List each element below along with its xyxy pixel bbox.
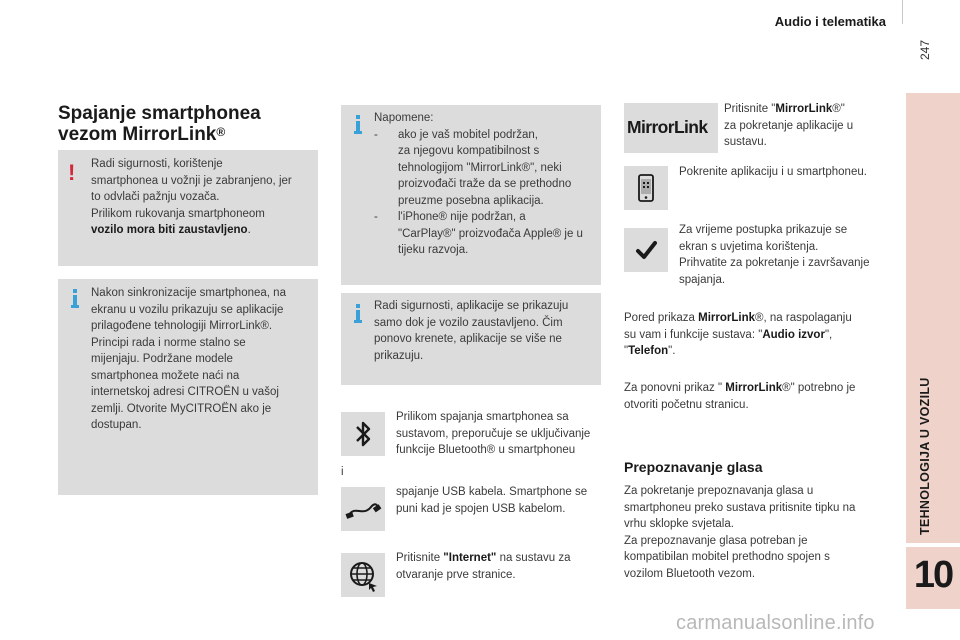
- bluetooth-step-text: Prilikom spajanja smartphonea sa sustavom, preporučuje se uključivanje funkcije Bluetooth® u smartphoneu: [396, 411, 591, 456]
- chapter-number: 10: [913, 554, 953, 596]
- bluetooth-icon-box: [341, 412, 385, 456]
- section-title-line2: vezom MirrorLink: [58, 124, 217, 145]
- internet-step-text: Pritisnite "Internet" na sustavu za otvaranje prve stranice.: [396, 552, 571, 581]
- notes-text: Napomene: - ako je vaš mobitel podržan, za njegovu kompatibilnost s tehnologijom "MirrorLink®", neki proizvođači traže da se prethodno preuzme posebna aplikacija. - l'iPhone® nije podržan, a "CarPlay®" proizvođača Apple® je u tijeku razvoja.: [374, 112, 583, 256]
- header-divider: [902, 0, 903, 24]
- warning-text: Radi sigurnosti, korištenje smartphonea u vožnji je zabranjeno, jer to odvlači pažnju vozača. Prilikom rukovanja smartphoneom vozilo mora biti zaustavljeno.: [91, 158, 292, 236]
- conjunction-text: i: [341, 466, 344, 478]
- section-title-line1: Spajanje smartphonea: [58, 103, 261, 124]
- info-text-safety: Radi sigurnosti, aplikacije se prikazuju samo dok je vozilo zaustavljeno. Čim ponovo krenete, aplikacije se više ne prikazuju.: [374, 300, 569, 362]
- usb-cable-icon-box: [341, 487, 385, 531]
- mirrorlink-logo-box: [624, 103, 718, 153]
- watermark: carmanualsonline.info: [676, 612, 875, 634]
- registered-mark: ®: [216, 125, 226, 139]
- chapter-side-tab: [906, 93, 960, 543]
- redisplay-text: Za ponovni prikaz " MirrorLink®" potrebno je otvoriti početnu stranicu.: [624, 382, 856, 411]
- info-icon: [71, 289, 80, 309]
- usb-cable-icon: [341, 487, 385, 531]
- info-text-mirrorlink: Nakon sinkronizacije smartphonea, na ekranu u vozilu prikazuju se aplikacije prilagođene tehnologiji MirrorLink®. Principi rada i norme stalno se mijenjaju. Podržane modele smartphonea možete naći na internetskoj adresi CITROËN u vašoj zemlji. Otvorite MyCITROËN ako je dostupan.: [91, 287, 286, 431]
- mirrorlink-logo: MirrorLink: [627, 117, 708, 137]
- additional-functions-text: Pored prikaza MirrorLink®, na raspolaganju su vam i funkcije sustava: "Audio izvor", "Telefon".: [624, 312, 852, 357]
- globe-icon: [341, 553, 385, 597]
- voice-recognition-heading: Prepoznavanje glasa: [624, 459, 763, 475]
- phone-step-text: Pokrenite aplikaciju i u smartphoneu.: [679, 166, 867, 178]
- info-icon: [354, 304, 363, 324]
- smartphone-icon-box: [624, 166, 668, 210]
- section-title: [58, 103, 261, 145]
- voice-recognition-text: Za pokretanje prepoznavanja glasa u smartphoneu preko sustava pritisnite tipku na vrhu sklopke svjetala. Za prepoznavanje glasa potreban je kompatibilan mobitel prethodno spojen s vozilom Bluetooth vezom.: [624, 485, 856, 580]
- usb-step-text: spajanje USB kabela. Smartphone se puni kad je spojen USB kabelom.: [396, 486, 588, 515]
- running-header: Audio i telematika: [774, 14, 886, 29]
- internet-icon-box: [341, 553, 385, 597]
- checkmark-icon: [624, 228, 668, 272]
- mirrorlink-step-text: Pritisnite "MirrorLink®" za pokretanje aplikacije u sustavu.: [724, 103, 854, 148]
- chapter-tab-label: TEHNOLOGIJA U VOZILU: [918, 377, 932, 535]
- warning-exclamation-icon: !: [68, 160, 76, 185]
- smartphone-icon: [624, 166, 668, 210]
- page-number: 247: [918, 39, 932, 60]
- check-step-text: Za vrijeme postupka prikazuje se ekran s uvjetima korištenja. Prihvatite za pokretanje i završavanje spajanja.: [679, 224, 870, 286]
- checkmark-icon-box: [624, 228, 668, 272]
- info-icon: [354, 115, 363, 135]
- bluetooth-icon: [341, 412, 385, 456]
